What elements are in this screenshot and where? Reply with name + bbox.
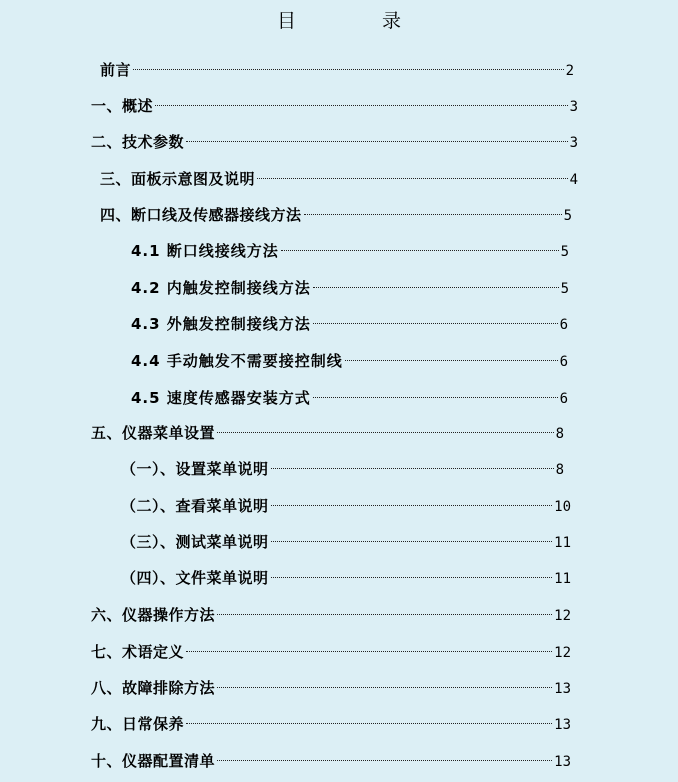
toc-entry-4-2[interactable] bbox=[131, 277, 569, 299]
dot-leader bbox=[217, 614, 552, 615]
toc-entry-preface[interactable] bbox=[100, 59, 574, 81]
toc-entry-label: 二、技术参数 bbox=[91, 133, 185, 151]
dot-leader bbox=[271, 468, 554, 469]
toc-entry-page: 5 bbox=[560, 281, 569, 297]
dot-leader bbox=[313, 323, 558, 324]
toc-entry-page: 5 bbox=[563, 208, 572, 224]
toc-entry-page: 13 bbox=[554, 754, 571, 770]
toc-entry-label: 前言 bbox=[100, 61, 132, 79]
toc-entry-page: 5 bbox=[560, 244, 569, 260]
dot-leader bbox=[133, 69, 564, 70]
toc-entry-4-1[interactable] bbox=[131, 240, 569, 262]
toc-entry-wiring[interactable] bbox=[100, 204, 572, 226]
toc-entry-page: 13 bbox=[554, 717, 571, 733]
toc-entry-page: 8 bbox=[555, 462, 564, 478]
toc-title: 目 录 bbox=[276, 10, 442, 32]
toc-entry-menu-setup[interactable] bbox=[121, 458, 564, 480]
toc-entry-troubleshooting[interactable] bbox=[91, 677, 571, 699]
toc-entry-maintenance[interactable] bbox=[91, 713, 571, 735]
toc-entry-label: 八、故障排除方法 bbox=[91, 679, 216, 697]
toc-entry-page: 3 bbox=[569, 135, 578, 151]
toc-entry-page: 6 bbox=[559, 391, 568, 407]
dot-leader bbox=[271, 505, 553, 506]
dot-leader bbox=[313, 397, 558, 398]
toc-entry-label: 七、术语定义 bbox=[91, 643, 185, 661]
toc-entry-label: 4.2 内触发控制接线方法 bbox=[131, 279, 311, 297]
toc-entry-menu-test[interactable] bbox=[121, 531, 571, 553]
toc-entry-page: 6 bbox=[559, 317, 568, 333]
toc-entry-overview[interactable] bbox=[91, 95, 578, 117]
toc-entry-page: 12 bbox=[554, 645, 571, 661]
toc-entry-menu-file[interactable] bbox=[121, 567, 571, 589]
dot-leader bbox=[186, 651, 552, 652]
toc-entry-label: 九、日常保养 bbox=[91, 715, 185, 733]
dot-leader bbox=[304, 214, 562, 215]
toc-entry-4-4[interactable] bbox=[131, 350, 568, 372]
toc-entry-page: 13 bbox=[554, 681, 571, 697]
dot-leader bbox=[155, 105, 568, 106]
dot-leader bbox=[281, 250, 559, 251]
toc-entry-terms[interactable] bbox=[91, 641, 571, 663]
dot-leader bbox=[217, 687, 552, 688]
toc-entry-label: 三、面板示意图及说明 bbox=[100, 170, 256, 188]
table-of-contents bbox=[0, 58, 678, 782]
toc-entry-page: 11 bbox=[554, 571, 571, 587]
dot-leader bbox=[345, 360, 558, 361]
toc-entry-label: 五、仪器菜单设置 bbox=[91, 424, 216, 442]
toc-entry-4-5[interactable] bbox=[131, 387, 568, 409]
dot-leader bbox=[186, 141, 568, 142]
toc-entry-page: 3 bbox=[569, 99, 578, 115]
toc-entry-label: 四、断口线及传感器接线方法 bbox=[100, 206, 302, 224]
toc-entry-page: 8 bbox=[555, 426, 564, 442]
toc-entry-page: 6 bbox=[559, 354, 568, 370]
toc-entry-label: （四）、文件菜单说明 bbox=[121, 569, 269, 587]
dot-leader bbox=[271, 541, 553, 542]
toc-entry-label: （三）、测试菜单说明 bbox=[121, 533, 269, 551]
toc-entry-configuration[interactable] bbox=[91, 750, 571, 772]
toc-entry-page: 4 bbox=[569, 172, 578, 188]
toc-entry-label: 十、仪器配置清单 bbox=[91, 752, 216, 770]
dot-leader bbox=[217, 432, 554, 433]
toc-entry-panel-diagram[interactable] bbox=[100, 168, 578, 190]
toc-entry-label: 一、概述 bbox=[91, 97, 154, 115]
toc-entry-page: 10 bbox=[554, 499, 571, 515]
toc-entry-page: 11 bbox=[554, 535, 571, 551]
toc-entry-menu-view[interactable] bbox=[121, 495, 571, 517]
toc-entry-label: 4.4 手动触发不需要接控制线 bbox=[131, 352, 343, 370]
dot-leader bbox=[271, 577, 553, 578]
toc-entry-label: 4.1 断口线接线方法 bbox=[131, 242, 279, 260]
toc-entry-menu-settings[interactable] bbox=[91, 422, 564, 444]
toc-entry-label: （一）、设置菜单说明 bbox=[121, 460, 269, 478]
toc-entry-label: 4.3 外触发控制接线方法 bbox=[131, 315, 311, 333]
toc-entry-label: 4.5 速度传感器安装方式 bbox=[131, 389, 311, 407]
toc-entry-page: 2 bbox=[565, 63, 574, 79]
toc-entry-label: 六、仪器操作方法 bbox=[91, 606, 216, 624]
toc-entry-4-3[interactable] bbox=[131, 313, 568, 335]
toc-entry-tech-params[interactable] bbox=[91, 131, 578, 153]
dot-leader bbox=[313, 287, 559, 288]
toc-entry-label: （二）、查看菜单说明 bbox=[121, 497, 269, 515]
dot-leader bbox=[257, 178, 568, 179]
toc-entry-operation[interactable] bbox=[91, 604, 571, 626]
dot-leader bbox=[217, 760, 552, 761]
dot-leader bbox=[186, 723, 552, 724]
toc-entry-page: 12 bbox=[554, 608, 571, 624]
